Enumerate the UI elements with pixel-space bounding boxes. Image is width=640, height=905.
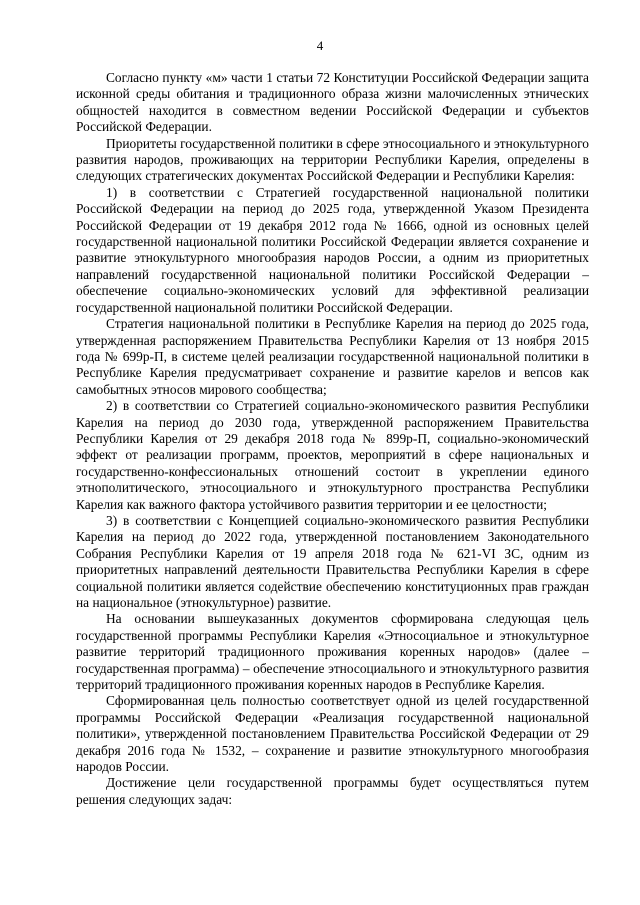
paragraph-goal-conformity: Сформированная цель полностью соответствует одной из целей государственной программы Российской Федерации «Реализация государственной национальной политики», утвержденной постановлением Правительства Российской Федерации от 29 декабря 2016 года № 1532, – сохранение и развитие этнокультурного многообразия народов России. xyxy=(76,693,589,775)
paragraph-constitution: Согласно пункту «м» части 1 статьи 72 Конституции Российской Федерации защита исконной среды обитания и традиционного образа жизни малочисленных этнических общностей находится в совместном ведении Российской Федерации и субъектов Российской Федерации. xyxy=(76,70,589,135)
page-number: 4 xyxy=(316,38,324,53)
paragraph-item-3: 3) в соответствии с Концепцией социально-экономического развития Республики Карелия на период до 2022 года, утвержденной постановлением Законодательного Собрания Республики Карелия от 19 апреля 2018 года № 621-VI ЗС, одним из приоритетных направлений деятельности Правительства Республики Карелия в сфере социальной политики является содействие обеспечению конституционных прав граждан на национальное (этнокультурное) развитие. xyxy=(76,512,589,610)
paragraph-item-2: 2) в соответствии со Стратегией социально-экономического развития Республики Карелия на период до 2030 года, утвержденной распоряжением Правительства Республики Карелия от 29 декабря 2018 года № 899р-П, социально-экономический эффект от реализации программ, проектов, мероприятий в сфере национальных и государственно-конфессиональных отношений состоит в укреплении единого этнополитического, этносоциального и этнокультурного пространства Республики Карелия как важного фактора устойчивого развития территории и ее целостности; xyxy=(76,398,589,512)
paragraph-item-1: 1) в соответствии с Стратегией государственной национальной политики Российской Федерации на период до 2025 года, утвержденной Указом Президента Российской Федерации от 19 декабря 2012 года № 1666, одной из основных целей государственной национальной политики Российской Федерации является сохранение и развитие этнокультурного многообразия народов России, а одним из приоритетных направлений государственной национальной политики Российской Федерации – обеспечение социально-экономических условий для эффективной реализации государственной национальной политики Российской Федерации. xyxy=(76,184,589,315)
paragraph-tasks-intro: Достижение цели государственной программы будет осуществляться путем решения следующих задач: xyxy=(76,775,589,807)
paragraph-karelia-strategy: Стратегия национальной политики в Республике Карелия на период до 2025 года, утвержденная распоряжением Правительства Республики Карелия от 13 ноября 2015 года № 699р-П, в системе целей реализации государственной национальной политики в Республике Карелия предусматривает сохранение и развитие карелов и вепсов как самобытных этносов мирового сообщества; xyxy=(76,316,589,397)
document-body xyxy=(76,70,589,808)
paragraph-priorities: Приоритеты государственной политики в сфере этносоциального и этнокультурного развития народов, проживающих на территории Республики Карелия, определены в следующих стратегических документах Российской Федерации и Республики Карелия: xyxy=(76,135,589,184)
paragraph-program-goal: На основании вышеуказанных документов сформирована следующая цель государственной программы Республики Карелия «Этносоциальное и этнокультурное развитие территорий традиционного проживания коренных народов» (далее – государственная программа) – обеспечение этносоциального и этнокультурного развития территорий традиционного проживания коренных народов в Республике Карелия. xyxy=(76,611,589,693)
